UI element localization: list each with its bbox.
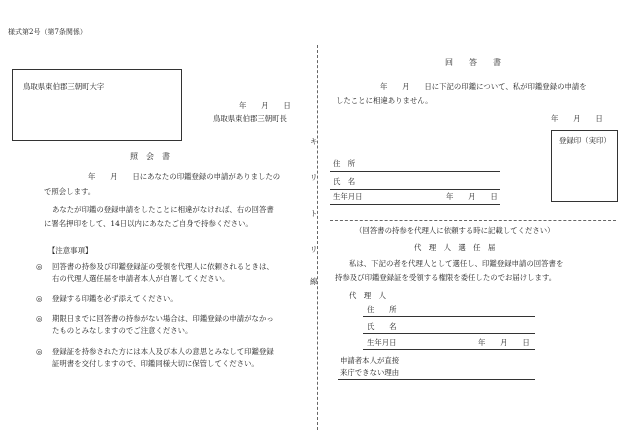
cut-line xyxy=(317,45,318,430)
cut-line-char-4: リ xyxy=(310,245,318,254)
seal-box xyxy=(551,130,618,202)
note-3-line1: 期限日までに回答書の持参がない場合は、印鑑登録の申請がなかっ xyxy=(52,314,274,323)
address-line xyxy=(330,171,500,172)
cut-line-char-3: ト xyxy=(310,209,318,218)
note-2-line1: 登録する印鑑を必ず添えてください。 xyxy=(52,294,178,303)
name-line xyxy=(330,189,500,190)
note-4-line1: 登録証を持参された方には本人及び本人の意思とみなして印鑑登録 xyxy=(52,347,274,356)
proxy-name-label: 氏 名 xyxy=(367,322,397,331)
proxy-title: 代 理 人 選 任 届 xyxy=(414,243,496,252)
cut-line-char-2: リ xyxy=(310,173,318,182)
note-bullet-2: ◎ xyxy=(36,294,43,303)
issue-date: 年 月 日 xyxy=(239,101,291,110)
reply-body-line2: したことに相違ありません。 xyxy=(336,96,433,105)
proxy-body-line2: 持参及び印鑑登録証を受領する権限を委任したのでお届けします。 xyxy=(335,273,557,282)
note-4-line2: 証明書を交付しますので、印鑑同様大切に保管してください。 xyxy=(52,359,259,368)
reason-label-line2: 来庁できない理由 xyxy=(340,368,400,377)
inquiry-title: 照 会 書 xyxy=(130,152,170,161)
inquiry-body-line4: に署名押印をして、14日以内にあなたご自身で持参ください。 xyxy=(44,219,253,228)
proxy-address-line xyxy=(363,316,535,317)
notes-heading: 【注意事項】 xyxy=(48,246,93,255)
note-bullet-4: ◎ xyxy=(36,347,43,356)
section-divider xyxy=(330,220,616,221)
cut-line-char-5: 線 xyxy=(310,277,318,286)
proxy-name-line xyxy=(363,333,535,334)
note-1-line1: 回答書の持参及び印鑑登録証の受領を代理人に依頼されるときは、 xyxy=(52,262,274,271)
proxy-birth-label: 生年月日 xyxy=(367,338,397,347)
name-label: 氏 名 xyxy=(333,177,356,186)
inquiry-body-line3: あなたが印鑑の登録申請をしたことに相違がなければ、右の回答書 xyxy=(52,205,274,214)
form-number: 様式第2号（第7条関係） xyxy=(8,28,87,36)
reason-label-line1: 申請者本人が直接 xyxy=(340,356,400,365)
cut-line-char-1: キ xyxy=(310,137,318,146)
proxy-note: （回答書の持参を代理人に依頼する時に記載してください） xyxy=(355,226,555,235)
reason-line xyxy=(338,379,535,380)
note-bullet-3: ◎ xyxy=(36,314,43,323)
proxy-heading: 代 理 人 xyxy=(349,291,386,300)
reply-body-line1: 年 月 日に下記の印鑑について、私が印鑑登録の申請を xyxy=(380,82,587,91)
issuer-name: 鳥取県東伯郡三朝町長 xyxy=(213,114,287,123)
note-bullet-1: ◎ xyxy=(36,262,43,271)
address-box xyxy=(12,69,182,141)
reply-title: 回 答 書 xyxy=(445,58,501,67)
proxy-birth-units: 年 月 日 xyxy=(478,338,530,347)
seal-label: 登録印（実印） xyxy=(559,136,611,145)
address-label: 住 所 xyxy=(333,159,356,168)
birth-label: 生年月日 xyxy=(333,192,363,201)
reply-date: 年 月 日 xyxy=(551,114,603,123)
proxy-body-line1: 私は、下記の者を代理人として選任し、印鑑登録申請の回答書を xyxy=(349,259,564,268)
inquiry-body-line2: で照会します。 xyxy=(44,187,96,196)
note-3-line2: たものとみなしますのでご注意ください。 xyxy=(52,326,193,335)
inquiry-body-line1: 年 月 日にあなたの印鑑登録の申請がありましたの xyxy=(88,172,281,181)
address-box-text: 鳥取県東伯郡三朝町大字 xyxy=(23,82,105,91)
note-1-line2: 右の代理人選任届を申請者本人が自署してください。 xyxy=(52,274,230,283)
proxy-birth-line xyxy=(363,349,535,350)
birth-line xyxy=(330,204,500,205)
proxy-address-label: 住 所 xyxy=(367,305,397,314)
birth-date-units: 年 月 日 xyxy=(446,192,498,201)
